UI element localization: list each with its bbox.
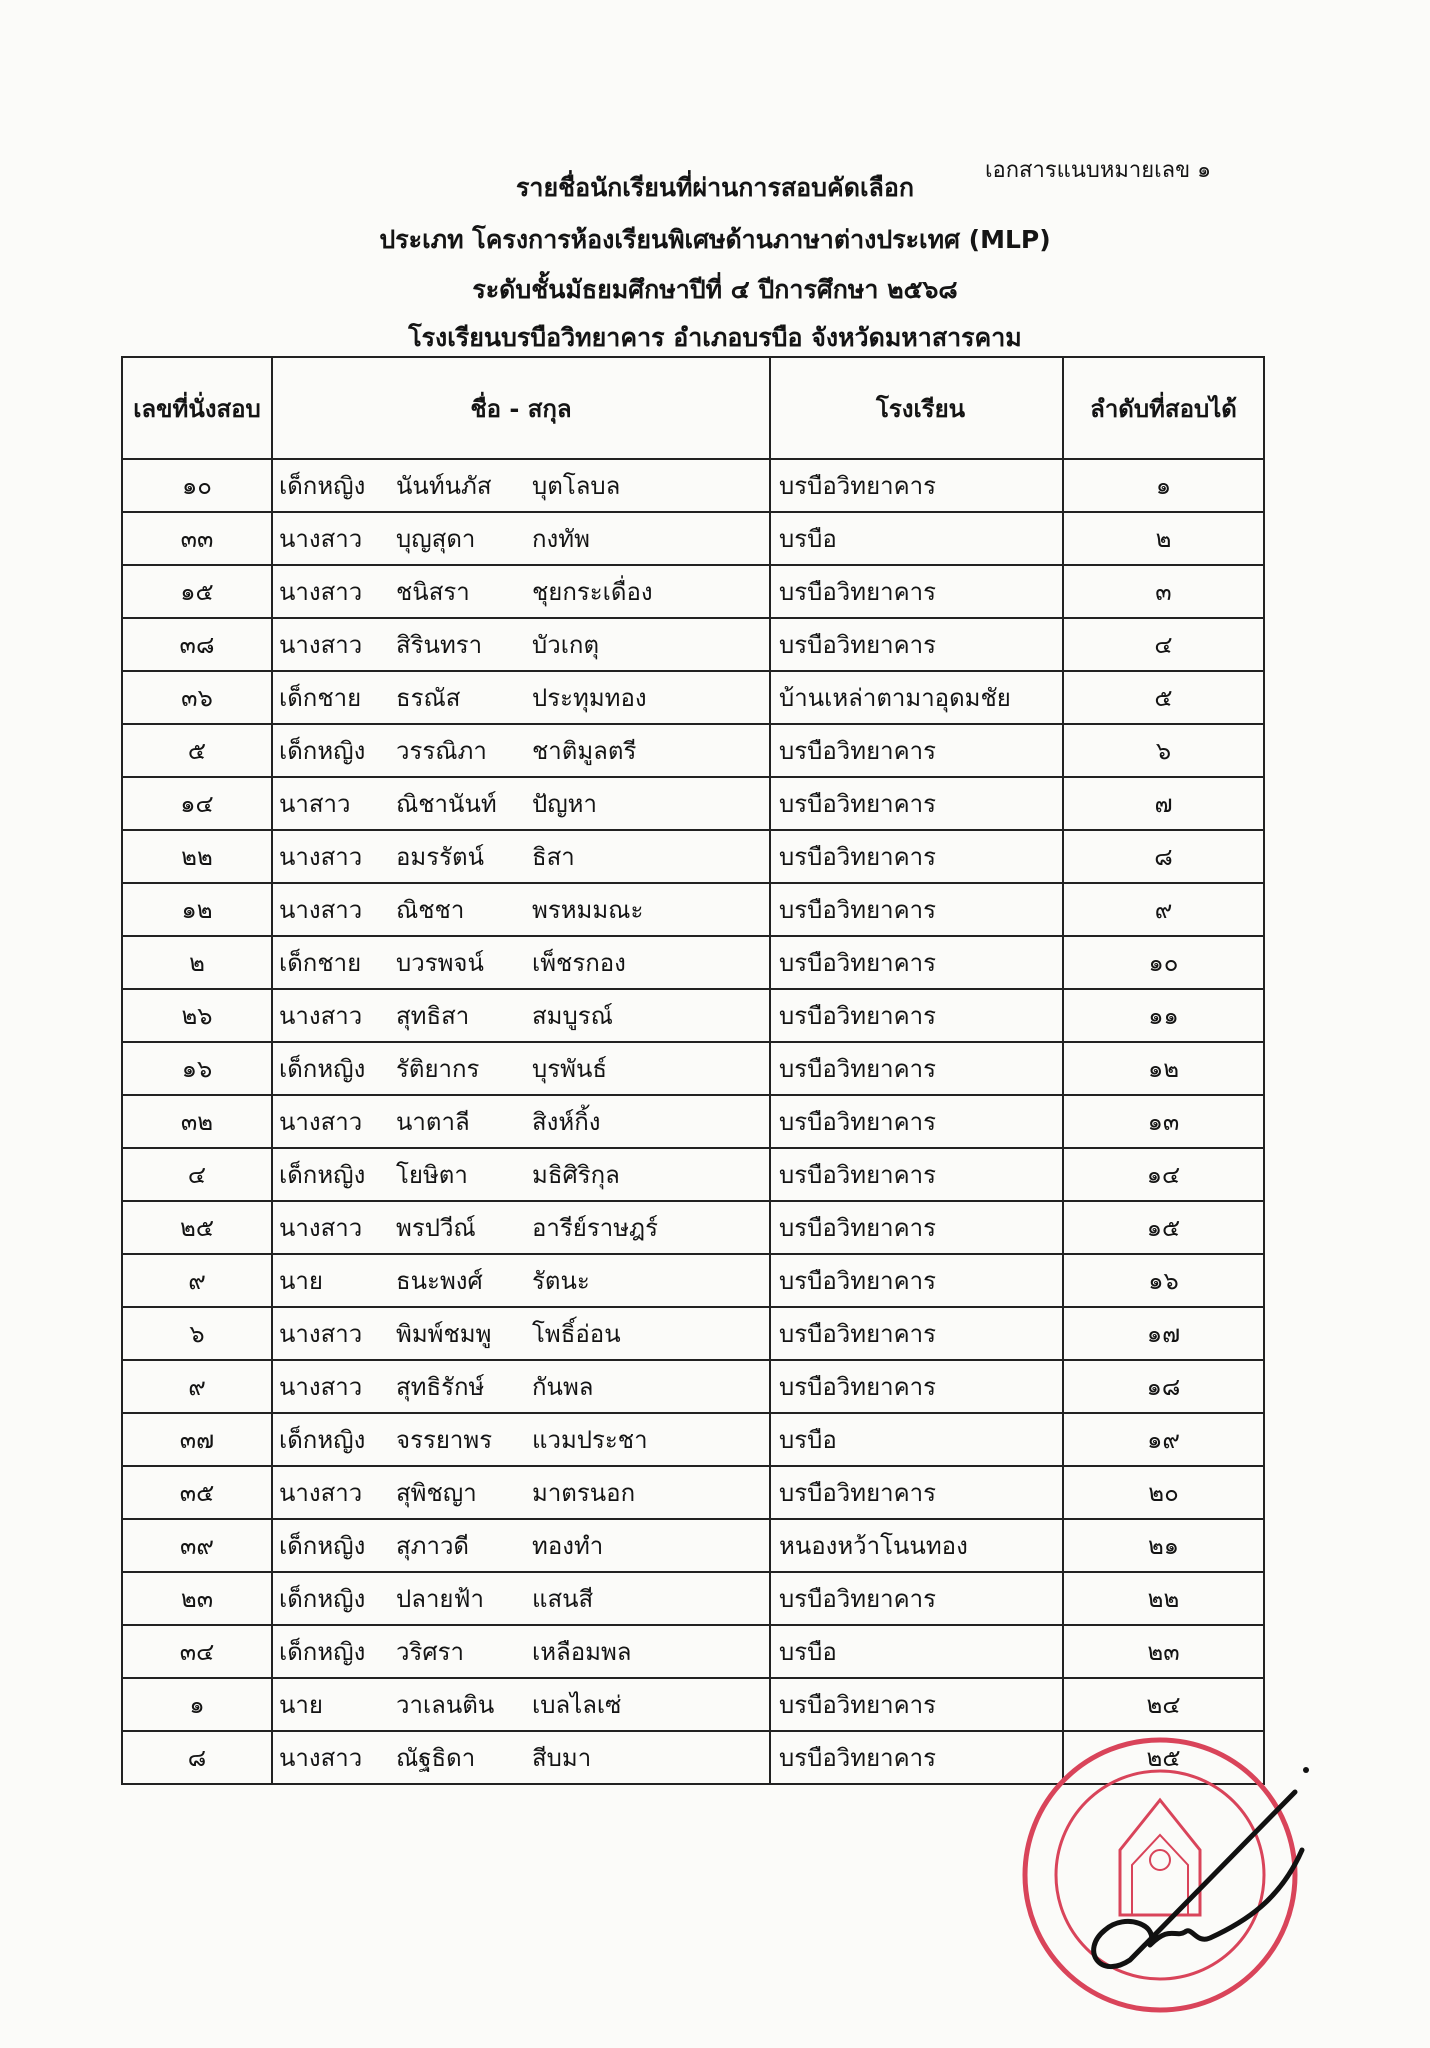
name-prefix: เด็กหญิง bbox=[279, 1532, 366, 1560]
last-name: มธิศิริกุล bbox=[532, 1161, 620, 1189]
student-name bbox=[272, 1678, 770, 1731]
last-name: ประทุมทอง bbox=[532, 684, 647, 712]
school-name: บรบือวิทยาคาร bbox=[770, 1095, 1063, 1148]
rank-number: ๗ bbox=[1063, 777, 1264, 830]
seal-emblem-center bbox=[1150, 1850, 1170, 1870]
name-prefix: นาสาว bbox=[279, 790, 351, 818]
student-name bbox=[272, 1095, 770, 1148]
rank-number: ๑๕ bbox=[1063, 1201, 1264, 1254]
table-row bbox=[122, 989, 1264, 1042]
last-name: ปัญหา bbox=[532, 790, 597, 818]
last-name: กันพล bbox=[532, 1373, 594, 1401]
table-row bbox=[122, 1042, 1264, 1095]
last-name: บัวเกตุ bbox=[532, 631, 600, 659]
school-name: บรบือ bbox=[770, 1625, 1063, 1678]
name-prefix: เด็กหญิง bbox=[279, 1585, 366, 1613]
seat-number: ๖ bbox=[122, 1307, 272, 1360]
student-name bbox=[272, 512, 770, 565]
seat-number: ๒๓ bbox=[122, 1572, 272, 1625]
school-name: บรบือวิทยาคาร bbox=[770, 1254, 1063, 1307]
rank-number: ๖ bbox=[1063, 724, 1264, 777]
school-name: บรบือวิทยาคาร bbox=[770, 724, 1063, 777]
school-name: บรบือวิทยาคาร bbox=[770, 565, 1063, 618]
student-name bbox=[272, 1572, 770, 1625]
table-header-row bbox=[122, 357, 1264, 459]
name-prefix: เด็กหญิง bbox=[279, 1055, 366, 1083]
student-name bbox=[272, 1307, 770, 1360]
student-name bbox=[272, 1148, 770, 1201]
seat-number: ๒๖ bbox=[122, 989, 272, 1042]
seat-number: ๑๐ bbox=[122, 459, 272, 512]
last-name: ชุยกระเดื่อง bbox=[532, 578, 653, 606]
table-row bbox=[122, 1148, 1264, 1201]
rank-number: ๑ bbox=[1063, 459, 1264, 512]
student-name bbox=[272, 618, 770, 671]
name-prefix: เด็กหญิง bbox=[279, 1161, 366, 1189]
school-name: บรบือวิทยาคาร bbox=[770, 618, 1063, 671]
first-name: บุญสุดา bbox=[396, 525, 476, 553]
attachment-label: เอกสารแนบหมายเลข ๑ bbox=[985, 158, 1212, 183]
last-name: แวมประชา bbox=[532, 1426, 648, 1454]
name-prefix: นางสาว bbox=[279, 1373, 363, 1401]
table-body bbox=[122, 459, 1264, 1784]
first-name: ชนิสรา bbox=[396, 578, 470, 606]
table-row bbox=[122, 1466, 1264, 1519]
first-name: รัติยากร bbox=[396, 1055, 480, 1083]
last-name: มาตรนอก bbox=[532, 1479, 636, 1507]
last-name: แสนสี bbox=[532, 1585, 594, 1613]
first-name: นันท์นภัส bbox=[396, 472, 492, 500]
grade-year-line: ระดับชั้นมัธยมศึกษาปีที่ ๔ ปีการศึกษา ๒๕๖๘ bbox=[472, 275, 958, 304]
name-prefix: เด็กชาย bbox=[279, 684, 362, 712]
rank-number: ๑๘ bbox=[1063, 1360, 1264, 1413]
school-name: บรบือวิทยาคาร bbox=[770, 777, 1063, 830]
student-name bbox=[272, 1519, 770, 1572]
last-name: บุรพันธ์ bbox=[532, 1055, 607, 1083]
rank-number: ๑๑ bbox=[1063, 989, 1264, 1042]
first-name: นาตาลี bbox=[396, 1108, 470, 1136]
first-name: ณัฐธิดา bbox=[396, 1744, 476, 1772]
seal-outer-ring bbox=[1025, 1740, 1295, 2010]
first-name: อมรรัตน์ bbox=[396, 843, 485, 871]
results-table bbox=[121, 356, 1265, 1785]
first-name: สิรินทรา bbox=[396, 631, 483, 659]
header-full-name: ชื่อ - สกุล bbox=[272, 357, 770, 459]
table-row bbox=[122, 777, 1264, 830]
school-name: หนองหว้าโนนทอง bbox=[770, 1519, 1063, 1572]
name-prefix: นางสาว bbox=[279, 1744, 363, 1772]
table-row bbox=[122, 1254, 1264, 1307]
name-prefix: นางสาว bbox=[279, 578, 363, 606]
seat-number: ๕ bbox=[122, 724, 272, 777]
table-row bbox=[122, 1625, 1264, 1678]
seat-number: ๑๔ bbox=[122, 777, 272, 830]
rank-number: ๒๑ bbox=[1063, 1519, 1264, 1572]
name-prefix: นางสาว bbox=[279, 1002, 363, 1030]
seat-number: ๒๕ bbox=[122, 1201, 272, 1254]
seat-number: ๓๖ bbox=[122, 671, 272, 724]
first-name: พรปวีณ์ bbox=[396, 1214, 476, 1242]
last-name: บุตโลบล bbox=[532, 472, 621, 500]
seat-number: ๑๕ bbox=[122, 565, 272, 618]
last-name: พรหมมณะ bbox=[532, 896, 644, 924]
first-name: จรรยาพร bbox=[396, 1426, 493, 1454]
last-name: เหลือมพล bbox=[532, 1638, 632, 1666]
student-name bbox=[272, 777, 770, 830]
last-name: โพธิ์อ่อน bbox=[532, 1320, 621, 1348]
student-name bbox=[272, 1625, 770, 1678]
school-name: บรบือ bbox=[770, 1413, 1063, 1466]
first-name: ปลายฟ้า bbox=[396, 1585, 484, 1613]
student-name bbox=[272, 671, 770, 724]
name-prefix: นาย bbox=[279, 1691, 323, 1719]
rank-number: ๑๐ bbox=[1063, 936, 1264, 989]
rank-number: ๑๓ bbox=[1063, 1095, 1264, 1148]
rank-number: ๑๗ bbox=[1063, 1307, 1264, 1360]
student-name bbox=[272, 459, 770, 512]
header-school: โรงเรียน bbox=[770, 357, 1063, 459]
signature-icon bbox=[1094, 1792, 1302, 1967]
student-name bbox=[272, 1201, 770, 1254]
first-name: โยษิตา bbox=[396, 1161, 468, 1189]
seal-stamp-icon bbox=[1025, 1740, 1295, 2010]
last-name: รัตนะ bbox=[532, 1267, 590, 1295]
official-seal-with-signature bbox=[1010, 1700, 1310, 2040]
school-name: บรบือวิทยาคาร bbox=[770, 1466, 1063, 1519]
last-name: อารีย์ราษฎร์ bbox=[532, 1214, 659, 1242]
rank-number: ๒๒ bbox=[1063, 1572, 1264, 1625]
rank-number: ๑๔ bbox=[1063, 1148, 1264, 1201]
document-title: รายชื่อนักเรียนที่ผ่านการสอบคัดเลือก bbox=[515, 173, 914, 202]
first-name: บวรพจน์ bbox=[396, 949, 484, 977]
student-name bbox=[272, 724, 770, 777]
school-name: บรบือวิทยาคาร bbox=[770, 883, 1063, 936]
table-row bbox=[122, 1360, 1264, 1413]
first-name: วาเลนติน bbox=[396, 1691, 495, 1719]
rank-number: ๙ bbox=[1063, 883, 1264, 936]
last-name: เบลไลเซ่ bbox=[532, 1691, 622, 1719]
student-name bbox=[272, 1466, 770, 1519]
first-name: วรรณิภา bbox=[396, 737, 487, 765]
first-name: ธรณัส bbox=[396, 684, 461, 712]
school-name: บรบือวิทยาคาร bbox=[770, 1731, 1063, 1784]
first-name: ณิชชา bbox=[396, 896, 465, 924]
table-row bbox=[122, 671, 1264, 724]
first-name: สุพิชญา bbox=[396, 1479, 477, 1507]
rank-number: ๓ bbox=[1063, 565, 1264, 618]
student-name bbox=[272, 1731, 770, 1784]
rank-number: ๔ bbox=[1063, 618, 1264, 671]
last-name: สีบมา bbox=[532, 1744, 592, 1772]
student-name bbox=[272, 936, 770, 989]
student-name bbox=[272, 1042, 770, 1095]
first-name: สุทธิสา bbox=[396, 1002, 470, 1030]
name-prefix: เด็กหญิง bbox=[279, 472, 366, 500]
school-name: บรบือวิทยาคาร bbox=[770, 1201, 1063, 1254]
seat-number: ๑๒ bbox=[122, 883, 272, 936]
table-row bbox=[122, 936, 1264, 989]
seat-number: ๓๙ bbox=[122, 1519, 272, 1572]
table-row bbox=[122, 459, 1264, 512]
student-name bbox=[272, 565, 770, 618]
first-name: สุทธิรักษ์ bbox=[396, 1373, 485, 1401]
name-prefix: นางสาว bbox=[279, 1479, 363, 1507]
seat-number: ๑๖ bbox=[122, 1042, 272, 1095]
school-name: บรบือวิทยาคาร bbox=[770, 1307, 1063, 1360]
table-row bbox=[122, 1201, 1264, 1254]
first-name: ณิชานันท์ bbox=[396, 790, 497, 818]
last-name: สิงห์กิ้ง bbox=[532, 1108, 601, 1136]
seat-number: ๓๓ bbox=[122, 512, 272, 565]
name-prefix: นางสาว bbox=[279, 1214, 363, 1242]
seal-emblem-inner bbox=[1132, 1835, 1188, 1915]
seat-number: ๔ bbox=[122, 1148, 272, 1201]
name-prefix: เด็กหญิง bbox=[279, 1426, 366, 1454]
rank-number: ๒๐ bbox=[1063, 1466, 1264, 1519]
name-prefix: นางสาว bbox=[279, 1108, 363, 1136]
last-name: กงทัพ bbox=[532, 525, 590, 553]
name-prefix: นางสาว bbox=[279, 1320, 363, 1348]
seat-number: ๒๒ bbox=[122, 830, 272, 883]
name-prefix: นางสาว bbox=[279, 843, 363, 871]
rank-number: ๒๓ bbox=[1063, 1625, 1264, 1678]
seat-number: ๓๘ bbox=[122, 618, 272, 671]
last-name: ชาติมูลตรี bbox=[532, 737, 637, 765]
signature-dot bbox=[1303, 1767, 1309, 1773]
school-name: บรบือวิทยาคาร bbox=[770, 1360, 1063, 1413]
name-prefix: นางสาว bbox=[279, 631, 363, 659]
rank-number: ๒๔ bbox=[1063, 1678, 1264, 1731]
table-row bbox=[122, 618, 1264, 671]
student-name bbox=[272, 1413, 770, 1466]
school-location-line: โรงเรียนบรบือวิทยาคาร อำเภอบรบือ จังหวัดมหาสารคาม bbox=[408, 323, 1022, 352]
seat-number: ๙ bbox=[122, 1360, 272, 1413]
name-prefix: เด็กหญิง bbox=[279, 1638, 366, 1666]
school-name: บรบือวิทยาคาร bbox=[770, 1148, 1063, 1201]
table-row bbox=[122, 1519, 1264, 1572]
table-row bbox=[122, 1307, 1264, 1360]
school-name: บรบือวิทยาคาร bbox=[770, 936, 1063, 989]
school-name: บ้านเหล่าตามาอุดมชัย bbox=[770, 671, 1063, 724]
last-name: สมบูรณ์ bbox=[532, 1002, 613, 1030]
last-name: เพ็ชรกอง bbox=[532, 949, 626, 977]
rank-number: ๒ bbox=[1063, 512, 1264, 565]
first-name: วริศรา bbox=[396, 1638, 464, 1666]
student-name bbox=[272, 989, 770, 1042]
last-name: ธิสา bbox=[532, 843, 575, 871]
first-name: พิมพ์ชมพู bbox=[396, 1320, 492, 1348]
header-rank: ลำดับที่สอบได้ bbox=[1063, 357, 1264, 459]
student-name bbox=[272, 1360, 770, 1413]
name-prefix: นางสาว bbox=[279, 525, 363, 553]
rank-number: ๑๖ bbox=[1063, 1254, 1264, 1307]
student-name bbox=[272, 1254, 770, 1307]
last-name: ทองทำ bbox=[532, 1532, 604, 1560]
seat-number: ๓๒ bbox=[122, 1095, 272, 1148]
seat-number: ๑ bbox=[122, 1678, 272, 1731]
rank-number: ๕ bbox=[1063, 671, 1264, 724]
seat-number: ๓๔ bbox=[122, 1625, 272, 1678]
student-name bbox=[272, 883, 770, 936]
rank-number: ๑๙ bbox=[1063, 1413, 1264, 1466]
school-name: บรบือวิทยาคาร bbox=[770, 989, 1063, 1042]
table-row bbox=[122, 1413, 1264, 1466]
student-name bbox=[272, 830, 770, 883]
table-row bbox=[122, 565, 1264, 618]
seat-number: ๓๕ bbox=[122, 1466, 272, 1519]
school-name: บรบือ bbox=[770, 512, 1063, 565]
name-prefix: เด็กหญิง bbox=[279, 737, 366, 765]
first-name: ธนะพงศ์ bbox=[396, 1267, 483, 1295]
name-prefix: นางสาว bbox=[279, 896, 363, 924]
table-row bbox=[122, 512, 1264, 565]
name-prefix: เด็กชาย bbox=[279, 949, 362, 977]
rank-number: ๒๕ bbox=[1063, 1731, 1264, 1784]
seat-number: ๒ bbox=[122, 936, 272, 989]
school-name: บรบือวิทยาคาร bbox=[770, 1042, 1063, 1095]
school-name: บรบือวิทยาคาร bbox=[770, 830, 1063, 883]
first-name: สุภาวดี bbox=[396, 1532, 470, 1560]
program-line: ประเภท โครงการห้องเรียนพิเศษด้านภาษาต่างประเทศ (MLP) bbox=[379, 225, 1051, 254]
rank-number: ๘ bbox=[1063, 830, 1264, 883]
seat-number: ๘ bbox=[122, 1731, 272, 1784]
table-row bbox=[122, 1572, 1264, 1625]
seat-number: ๓๗ bbox=[122, 1413, 272, 1466]
school-name: บรบือวิทยาคาร bbox=[770, 1678, 1063, 1731]
rank-number: ๑๒ bbox=[1063, 1042, 1264, 1095]
school-name: บรบือวิทยาคาร bbox=[770, 459, 1063, 512]
table-row bbox=[122, 724, 1264, 777]
seat-number: ๙ bbox=[122, 1254, 272, 1307]
table-row bbox=[122, 830, 1264, 883]
school-name: บรบือวิทยาคาร bbox=[770, 1572, 1063, 1625]
table-row bbox=[122, 883, 1264, 936]
table-row bbox=[122, 1095, 1264, 1148]
header-seat-number: เลขที่นั่งสอบ bbox=[122, 357, 272, 459]
name-prefix: นาย bbox=[279, 1267, 323, 1295]
